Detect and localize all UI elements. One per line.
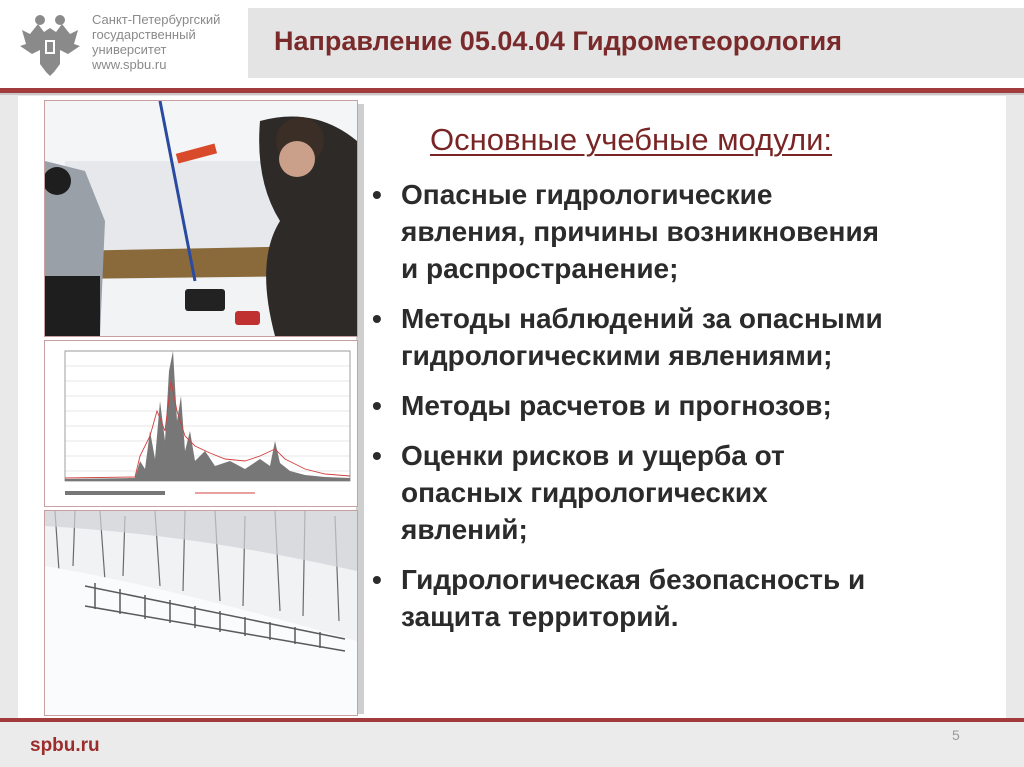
bullet-icon: •: [372, 564, 382, 595]
list-item-line: явлений;: [401, 514, 528, 545]
list-item: [370, 387, 1000, 424]
university-name: [92, 12, 220, 72]
university-website[interactable]: www.spbu.ru: [92, 57, 167, 72]
list-item: [370, 300, 1000, 374]
slide-title: Направление 05.04.04 Гидрометеорология: [274, 26, 842, 56]
list-item-line: Опасные гидрологические: [401, 179, 773, 210]
modules-list: [370, 176, 1000, 648]
bullet-icon: •: [372, 179, 382, 210]
list-item: [370, 561, 1000, 635]
snow-survey-photo: [44, 100, 358, 337]
footer: [0, 722, 1024, 767]
list-item-line: и распространение;: [401, 253, 679, 284]
university-name-line-1: Санкт-Петербургский: [92, 12, 221, 27]
list-item-line: Методы наблюдений за опасными: [401, 303, 883, 334]
bullet-icon: •: [372, 440, 382, 471]
list-item: [370, 437, 1000, 548]
list-item-line: гидрологическими явлениями;: [401, 340, 833, 371]
header-divider-shadow: [0, 93, 1024, 95]
hydrograph-image: [44, 340, 358, 507]
list-item-line: Методы расчетов и прогнозов;: [401, 390, 832, 421]
list-item-line: опасных гидрологических: [401, 477, 768, 508]
list-item: [370, 176, 1000, 287]
snow-fence-photo: [44, 510, 358, 716]
list-item-line: защита территорий.: [401, 601, 679, 632]
double-headed-eagle-icon: [18, 10, 82, 78]
university-name-line-3: университет: [92, 42, 167, 57]
list-item-line: явления, причины возникновения: [401, 216, 880, 247]
bullet-icon: •: [372, 390, 382, 421]
page-number: 5: [952, 727, 960, 743]
list-item-line: Оценки рисков и ущерба от: [401, 440, 785, 471]
bullet-icon: •: [372, 303, 382, 334]
university-logo[interactable]: [18, 8, 238, 80]
list-item-line: Гидрологическая безопасность и: [401, 564, 866, 595]
footer-website-link[interactable]: spbu.ru: [30, 735, 100, 756]
modules-heading: Основные учебные модули:: [430, 122, 833, 157]
university-name-line-2: государственный: [92, 27, 196, 42]
